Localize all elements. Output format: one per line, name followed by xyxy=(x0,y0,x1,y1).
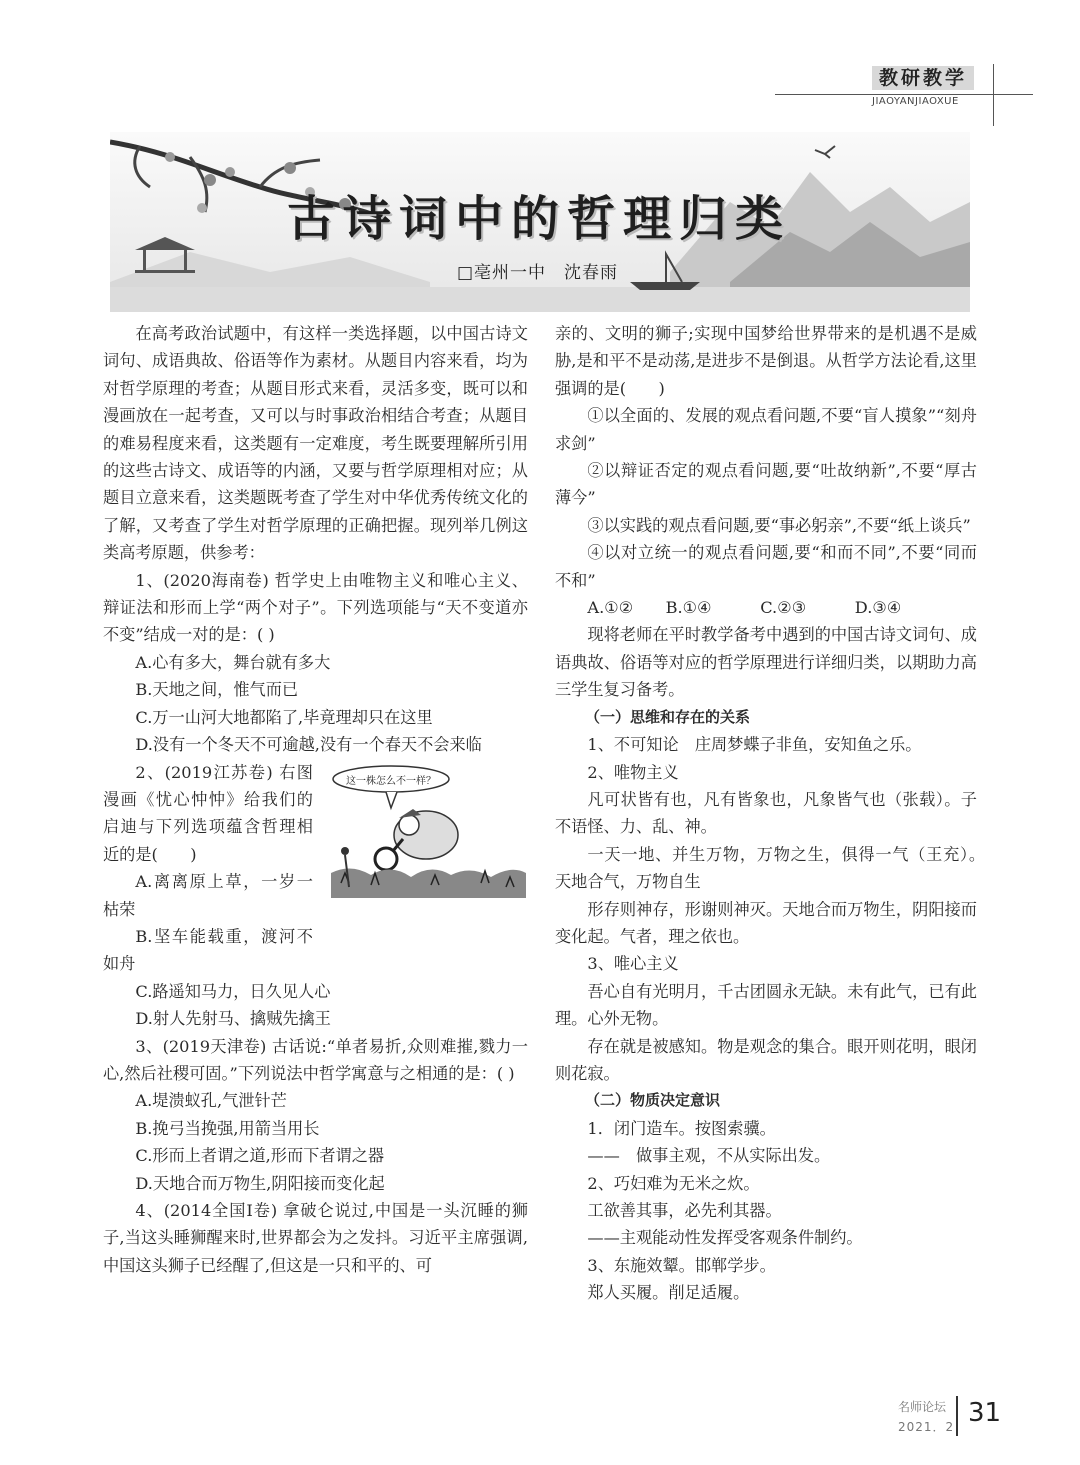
section-2-line: 郑人买履。削足适履。 xyxy=(587,1283,750,1303)
question-3-stem: 3、(2019天津卷) 古话说:“单者易折,众则难摧,戮力一心,然后社稷可固。”下列说法中哲学寓意与之相通的是：( ) xyxy=(103,1036,528,1083)
intro-paragraph: 在高考政治试题中，有这样一类选择题，以中国古诗文词句、成语典故、俗语等作为素材。从题目内容来看，均为对哲学原理的考查；从题目形式来看，灵活多变，既可以和漫画放在一起考查，又可以与时事政治相结合考查；从题目的难易程度来看，这类题有一定难度，考生既要理解所引用的这些古诗文、成语等的内涵，又要与哲学原理相对应；从题目立意来看，这类题既考查了学生对中华优秀传统文化的了解，又考查了学生对哲学原理的正确把握。现列举几例这类高考原题，供参考： xyxy=(103,324,528,563)
question-3-option: A.堤溃蚁孔,气泄针芒 xyxy=(135,1091,287,1111)
question-2-option: D.射人先射马、擒贼先擒王 xyxy=(135,1009,331,1029)
question-2-option: A.离离原上草，一岁一枯荣 xyxy=(103,872,313,919)
section-2-line: 3、东施效颦。邯郸学步。 xyxy=(587,1255,776,1275)
section-1-line: 存在就是被感知。物是观念的集合。眼开则花明，眼闭则花寂。 xyxy=(555,1036,977,1083)
section-2-heading: （二）物质决定意识 xyxy=(585,1091,721,1110)
question-3-option: C.形而上者谓之道,形而下者谓之器 xyxy=(135,1146,385,1166)
section-divider xyxy=(775,94,1033,95)
section-1-line: 1、不可知论 庄周梦蝶子非鱼，安知鱼之乐。 xyxy=(587,735,922,755)
section-1-line: 2、唯物主义 xyxy=(587,762,679,782)
question-2-option: B.坚车能载重，渡河不如舟 xyxy=(103,926,313,974)
cartoon-caption: 这一株怎么不一样？ xyxy=(346,775,436,787)
section-1-line: 凡可状皆有也，凡有皆象也，凡象皆气也（张载）。子不语怪、力、乱、神。 xyxy=(555,789,977,837)
section-2-line: 2、巧妇难为无米之炊。 xyxy=(587,1173,760,1193)
question-2-stem: 2、(2019江苏卷) 右图漫画《忧心忡忡》给我们的启迪与下列选项蕴含哲理相近的是( ) xyxy=(103,762,313,864)
section-1-line: 形存则神存，形谢则神灭。天地合而万物生，阴阳接而变化起。气者，理之依也。 xyxy=(555,899,977,946)
section-tag: 教研教学 xyxy=(872,66,974,90)
left-column xyxy=(103,320,528,1279)
section-pinyin: JIAOYANJIAOXUE xyxy=(872,96,959,107)
transition-paragraph: 现将老师在平时教学备考中遇到的中国古诗文词句、成语典故、俗语等对应的哲学原理进行详细归类，以期助力高三学生复习备考。 xyxy=(555,625,977,700)
question-4-continuation: 亲的、文明的狮子;实现中国梦给世界带来的是机遇不是威胁,是和平不是动荡,是进步不是倒退。从哲学方法论看,这里强调的是( ) xyxy=(555,324,977,398)
question-2-option: C.路遥知马力，日久见人心 xyxy=(135,981,331,1001)
section-1-line: 吾心自有光明月，千古团圆永无缺。未有此气，已有此理。心外无物。 xyxy=(555,981,977,1029)
section-1-line: 3、唯心主义 xyxy=(587,954,679,974)
question-4-options: A.①② B.①④ C.②③ D.③④ xyxy=(587,598,902,618)
right-column xyxy=(555,320,994,1307)
question-4-item: ①以全面的、发展的观点看问题,不要“盲人摸象”“刻舟求剑” xyxy=(555,406,977,453)
question-4-item: ③以实践的观点看问题,要“事必躬亲”,不要“纸上谈兵” xyxy=(587,515,971,535)
footer-divider xyxy=(956,1396,958,1436)
question-1-option: C.万一山河大地都陷了,毕竟理却只在这里 xyxy=(135,707,433,727)
question-1-option: B.天地之间，惟气而已 xyxy=(135,680,299,700)
question-1-stem: 1、(2020海南卷) 哲学史上由唯物主义和唯心主义、辩证法和形而上学“两个对子”。下列选项能与“天不变道亦不变”结成一对的是：( ) xyxy=(103,570,528,645)
article-author: □亳州一中 沈春雨 xyxy=(457,263,619,283)
section-vertical-divider xyxy=(993,64,994,126)
section-2-line: —— 做事主观，不从实际出发。 xyxy=(587,1146,831,1166)
cartoon-illustration xyxy=(331,763,526,898)
section-2-line: 工欲善其事，必先利其器。 xyxy=(587,1201,782,1220)
question-4-item: ④以对立统一的观点看问题,要“和而不同”,不要“同而不和” xyxy=(555,543,977,590)
question-3-option: D.天地合而万物生,阴阳接而变化起 xyxy=(135,1173,385,1193)
journal-issue: 2021．2 xyxy=(898,1420,955,1434)
section-2-line: ——主观能动性发挥受客观条件制约。 xyxy=(587,1228,863,1248)
section-1-line: 一天一地、并生万物，万物之生，俱得一气（王充）。 天地合气，万物自生 xyxy=(555,844,994,892)
question-1-option: D.没有一个冬天不可逾越,没有一个春天不会来临 xyxy=(135,735,482,755)
section-1-heading: （一）思维和存在的关系 xyxy=(585,707,751,726)
question-4-item: ②以辩证否定的观点看问题,要“吐故纳新”,不要“厚古薄今” xyxy=(555,461,977,508)
article-title: 古诗词中的哲理归类 xyxy=(287,191,792,247)
journal-name: 名师论坛 xyxy=(898,1400,947,1414)
page-number: 31 xyxy=(968,1398,1002,1428)
question-1-option: A.心有多大，舞台就有多大 xyxy=(135,652,331,672)
question-3-option: B.挽弓当挽强,用箭当用长 xyxy=(135,1118,320,1138)
question-2-block xyxy=(103,759,528,978)
question-4-stem: 4、(2014全国Ⅰ卷) 拿破仑说过,中国是一头沉睡的狮子,当这头睡狮醒来时,世界都会为之发抖。习近平主席强调,中国这头狮子已经醒了,但这是一只和平的、可 xyxy=(103,1201,528,1275)
section-2-line: 1．闭门造车。按图索骥。 xyxy=(587,1118,776,1138)
